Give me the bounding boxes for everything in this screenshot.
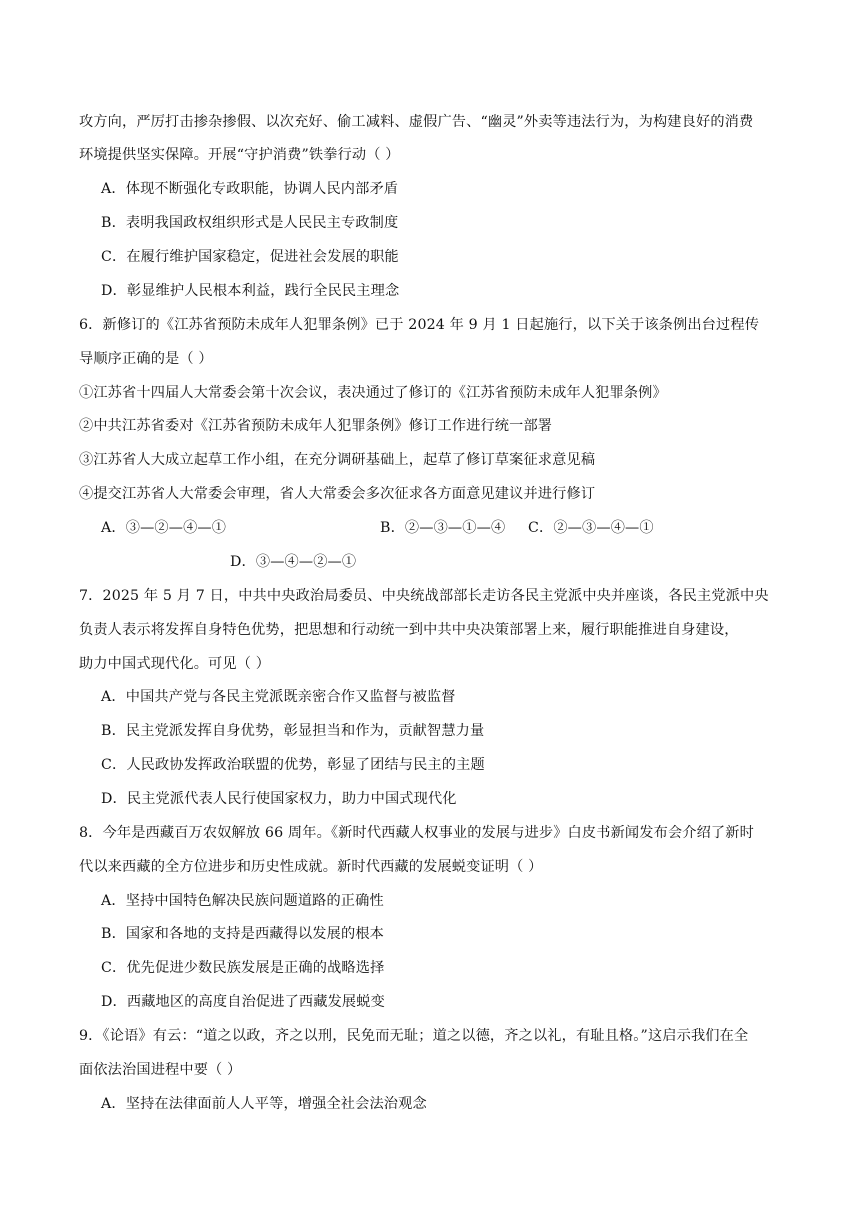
q6-statement-3: ③江苏省人大成立起草工作小组，在充分调研基础上，起草了修订草案征求意见稿 — [79, 452, 596, 468]
q6-option-c[interactable]: C．②—③—④—① — [528, 520, 654, 536]
q9-option-a[interactable]: A．坚持在法律面前人人平等，增强全社会法治观念 — [101, 1096, 427, 1112]
q7-option-b[interactable]: B．民主党派发挥自身优势，彰显担当和作为，贡献智慧力量 — [101, 723, 485, 739]
q6-option-b[interactable]: B．②—③—①—④ — [380, 520, 506, 536]
q7-option-c[interactable]: C．人民政协发挥政治联盟的优势，彰显了团结与民主的主题 — [101, 757, 485, 773]
q7-stem-line-3: 助力中国式现代化。可见（ ） — [79, 656, 271, 672]
q7-stem-line-1: 7．2025 年 5 月 7 日，中共中央政治局委员、中央统战部部长走访各民主党派中央并座谈，各民主党派中央 — [79, 588, 769, 604]
q8-option-d[interactable]: D．西藏地区的高度自治促进了西藏发展蜕变 — [101, 994, 385, 1010]
q6-statement-4: ④提交江苏省人大常委会审理，省人大常委会多次征求各方面意见建议并进行修订 — [79, 486, 596, 502]
q6-option-d[interactable]: D．③—④—②—① — [230, 554, 357, 570]
q9-stem-line-2: 面依法治国进程中要（ ） — [79, 1062, 242, 1078]
q6-stem-line-1: 6．新修订的《江苏省预防未成年人犯罪条例》已于 2024 年 9 月 1 日起施行，以下关于该条例出台过程传 — [79, 317, 760, 333]
q5-option-b[interactable]: B．表明我国政权组织形式是人民民主专政制度 — [101, 215, 399, 231]
q8-option-a[interactable]: A．坚持中国特色解决民族问题道路的正确性 — [101, 893, 384, 909]
q8-option-b[interactable]: B．国家和各地的支持是西藏得以发展的根本 — [101, 926, 384, 942]
q6-statement-2: ②中共江苏省委对《江苏省预防未成年人犯罪条例》修订工作进行统一部署 — [79, 418, 553, 434]
q5-option-d[interactable]: D．彰显维护人民根本利益，践行全民民主理念 — [101, 283, 400, 299]
q6-stem-line-2: 导顺序正确的是（ ） — [79, 351, 213, 367]
q9-stem-line-1: 9．《论语》有云：“道之以政，齐之以刑，民免而无耻；道之以德，齐之以礼，有耻且格。”这启示我们在全 — [79, 1028, 749, 1044]
q5-stem-line-2: 环境提供坚实保障。开展“守护消费”铁拳行动（ ） — [79, 147, 400, 163]
q6-option-a[interactable]: A．③—②—④—① — [101, 520, 227, 536]
q8-stem-line-1: 8．今年是西藏百万农奴解放 66 周年。《新时代西藏人权事业的发展与进步》白皮书新闻发布会介绍了新时 — [79, 825, 754, 841]
q5-option-c[interactable]: C．在履行维护国家稳定，促进社会发展的职能 — [101, 249, 399, 265]
q7-stem-line-2: 负责人表示将发挥自身特色优势，把思想和行动统一到中共中央决策部署上来，履行职能推进自身建设， — [79, 622, 739, 638]
q8-stem-line-2: 代以来西藏的全方位进步和历史性成就。新时代西藏的发展蜕变证明（ ） — [79, 859, 543, 875]
q7-option-a[interactable]: A．中国共产党与各民主党派既亲密合作又监督与被监督 — [101, 689, 456, 705]
q8-option-c[interactable]: C．优先促进少数民族发展是正确的战略选择 — [101, 960, 385, 976]
q6-statement-1: ①江苏省十四届人大常委会第十次会议，表决通过了修订的《江苏省预防未成年人犯罪条例》 — [79, 385, 667, 401]
q5-option-a[interactable]: A．体现不断强化专政职能，协调人民内部矛盾 — [101, 181, 399, 197]
q7-option-d[interactable]: D．民主党派代表人民行使国家权力，助力中国式现代化 — [101, 791, 457, 807]
q5-stem-line-1: 攻方向，严厉打击掺杂掺假、以次充好、偷工减料、虚假广告、“幽灵”外卖等违法行为，为构建良好的消费 — [79, 114, 754, 130]
